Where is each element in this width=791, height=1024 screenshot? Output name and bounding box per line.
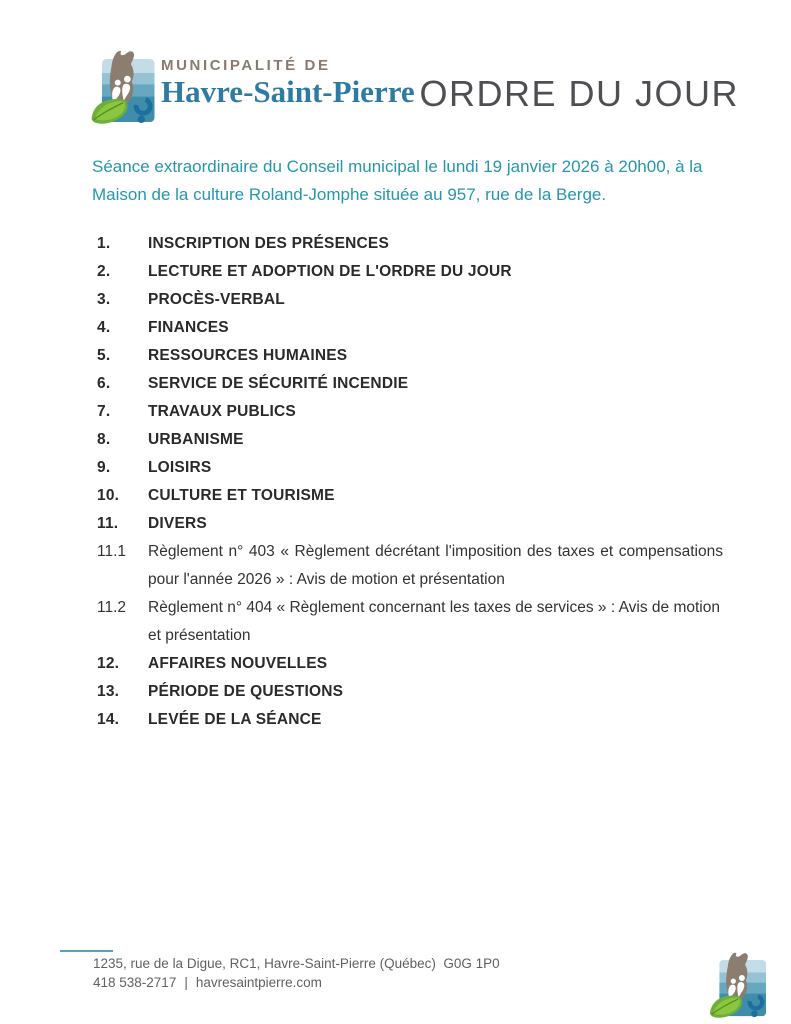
agenda-item	[97, 510, 723, 538]
municipality-emblem-icon	[88, 42, 158, 132]
agenda-subitem	[97, 594, 723, 650]
footer-contact	[93, 954, 500, 992]
footer-address: 1235, rue de la Digue, RC1, Havre-Saint-Pierre (Québec) G0G 1P0	[93, 956, 500, 971]
item-number: 2.	[97, 263, 111, 280]
item-label: Règlement n° 404 « Règlement concernant les taxes de services » : Avis de motion et présentation	[148, 599, 720, 644]
item-number: 8.	[97, 431, 111, 448]
agenda-item	[97, 454, 723, 482]
item-number: 6.	[97, 375, 111, 392]
agenda-list	[97, 230, 723, 734]
item-number: 12.	[97, 655, 120, 672]
item-number: 3.	[97, 291, 111, 308]
item-number: 5.	[97, 347, 111, 364]
footer-contact-line	[93, 973, 500, 992]
agenda-item	[97, 342, 723, 370]
page-title: ORDRE DU JOUR	[419, 73, 739, 114]
agenda-item	[97, 706, 723, 734]
item-label: PÉRIODE DE QUESTIONS	[148, 683, 344, 700]
item-number: 13.	[97, 683, 120, 700]
agenda-item	[97, 398, 723, 426]
agenda-item	[97, 426, 723, 454]
item-number: 11.2	[97, 599, 127, 616]
item-label: Règlement n° 403 « Règlement décrétant l'imposition des taxes et compensations pour l'année 2026 » : Avis de motion et présentation	[148, 543, 723, 588]
agenda-item	[97, 230, 723, 258]
agenda-item	[97, 258, 723, 286]
item-label: DIVERS	[148, 515, 207, 532]
agenda-item	[97, 286, 723, 314]
item-label: PROCÈS-VERBAL	[148, 291, 285, 308]
item-number: 11.1	[97, 543, 127, 560]
item-label: INSCRIPTION DES PRÉSENCES	[148, 235, 389, 252]
brand-org-line: MUNICIPALITÉ DE	[161, 57, 331, 74]
item-label: LOISIRS	[148, 459, 212, 476]
item-number: 10.	[97, 487, 120, 504]
footer-divider	[60, 950, 113, 952]
brand-name-line: Havre-Saint-Pierre	[161, 74, 415, 109]
item-number: 4.	[97, 319, 111, 336]
item-number: 9.	[97, 459, 111, 476]
agenda-item	[97, 650, 723, 678]
item-label: SERVICE DE SÉCURITÉ INCENDIE	[148, 375, 409, 392]
agenda-item	[97, 370, 723, 398]
item-label: URBANISME	[148, 431, 244, 448]
footer-website: havresaintpierre.com	[195, 975, 322, 990]
item-label: TRAVAUX PUBLICS	[148, 403, 296, 420]
item-number: 11.	[97, 515, 119, 532]
agenda-item	[97, 314, 723, 342]
item-label: AFFAIRES NOUVELLES	[148, 655, 328, 672]
brand-text	[161, 58, 415, 107]
municipality-emblem-icon-footer	[706, 946, 770, 1024]
item-label: LEVÉE DE LA SÉANCE	[148, 711, 322, 728]
footer-separator: |	[184, 975, 188, 990]
item-label: LECTURE ET ADOPTION DE L'ORDRE DU JOUR	[148, 263, 512, 280]
item-number: 14.	[97, 711, 120, 728]
item-label: CULTURE ET TOURISME	[148, 487, 335, 504]
agenda-subitem	[97, 538, 723, 594]
meeting-intro: Séance extraordinaire du Conseil municipal le lundi 19 janvier 2026 à 20h00, à la Maison de la culture Roland-Jomphe située au 957, rue de la Berge.	[92, 157, 703, 204]
item-number: 7.	[97, 403, 111, 420]
agenda-item	[97, 678, 723, 706]
footer-phone: 418 538-2717	[93, 975, 177, 990]
item-label: FINANCES	[148, 319, 229, 336]
item-number: 1.	[97, 235, 111, 252]
agenda-item	[97, 482, 723, 510]
item-label: RESSOURCES HUMAINES	[148, 347, 348, 364]
